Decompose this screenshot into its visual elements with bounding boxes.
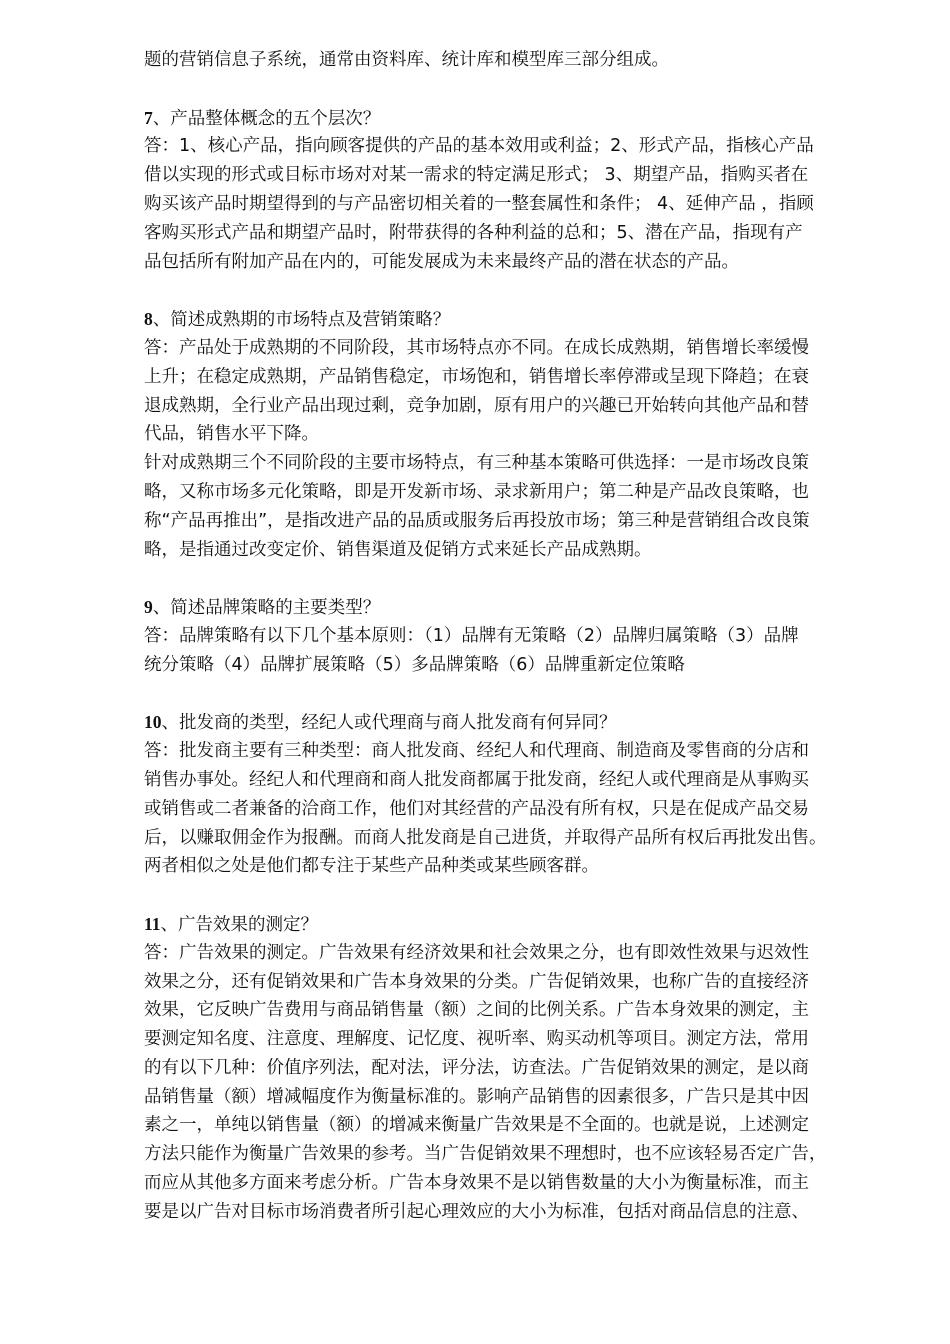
- question-title: 、批发商的类型，经纪人或代理商与商人批发商有何异同？: [161, 713, 617, 734]
- answer-line: 素之一，单纯以销售量（额）的增减来衡量广告效果是不全面的。也就是说，上述测定: [144, 1115, 809, 1136]
- question-number: 8: [144, 309, 153, 330]
- answer-line: 效果之分，还有促销效果和广告本身效果的分类。广告促销效果，也称广告的直接经济: [144, 971, 809, 992]
- paragraph-gap: [144, 564, 884, 593]
- paragraph-gap: [144, 276, 884, 305]
- paragraph-gap: [144, 680, 884, 709]
- answer-line: 答：产品处于成熟期的不同阶段，其市场特点亦不同。在成长成熟期，销售增长率缓慢: [144, 337, 809, 358]
- answer-line: 略，是指通过改变定价、销售渠道及促销方式来延长产品成熟期。: [144, 539, 652, 560]
- intro-paragraph: [144, 46, 884, 75]
- paragraph-gap: [144, 75, 884, 104]
- question-number: 9: [144, 597, 153, 618]
- question-heading: [144, 910, 884, 939]
- answer-line: 客购买形式产品和期望产品时，附带获得的各种利益的总和；5、潜在产品，指现有产: [144, 222, 803, 243]
- text-line: 题的营销信息子系统，通常由资料库、统计库和模型库三部分组成。: [144, 50, 669, 70]
- answer-line: 要测定知名度、注意度、理解度、记忆度、视听率、购买动机等项目。测定方法，常用: [144, 1029, 809, 1050]
- question-heading: [144, 104, 884, 133]
- paragraph-gap: [144, 881, 884, 910]
- question-section-8: [144, 305, 884, 564]
- answer-line: 上升；在稳定成熟期，产品销售稳定，市场饱和，销售增长率停滞或呈现下降趋；在衰: [144, 366, 809, 387]
- question-section-7: [144, 104, 884, 277]
- answer-line: 销售办事处。经纪人和代理商和商人批发商都属于批发商，经纪人或代理商是从事购买: [144, 769, 809, 790]
- answer-line: 品包括所有附加产品在内的，可能发展成为未来最终产品的潜在状态的产品。: [144, 251, 739, 272]
- question-title: 、简述成熟期的市场特点及营销策略？: [152, 310, 451, 331]
- answer-line: 而应从其他多方面来考虑分析。广告本身效果不是以销售数量的大小为衡量标准，而主: [144, 1173, 809, 1194]
- question-number: 11: [144, 913, 161, 934]
- question-title: 、产品整体概念的五个层次？: [152, 108, 381, 129]
- answer-line: 退成熟期，全行业产品出现过剩，竞争加剧，原有用户的兴趣已开始转向其他产品和替: [144, 395, 809, 416]
- question-heading: [144, 593, 884, 622]
- answer-line: 效果，它反映广告费用与商品销售量（额）之间的比例关系。广告本身效果的测定，主: [144, 1000, 809, 1021]
- answer-line: 答：广告效果的测定。广告效果有经济效果和社会效果之分，也有即效性效果与迟效性: [144, 942, 809, 963]
- answer-line: 答：批发商主要有三种类型：商人批发商、经纪人和代理商、制造商及零售商的分店和: [144, 741, 809, 762]
- answer-line: 要是以广告对目标市场消费者所引起心理效应的大小为标准，包括对商品信息的注意、: [144, 1201, 809, 1222]
- answer-line: 统分策略（4）品牌扩展策略（5）多品牌策略（6）品牌重新定位策略: [144, 654, 685, 675]
- answer-line: 答：品牌策略有以下几个基本原则：（1）品牌有无策略（2）品牌归属策略（3）品牌: [144, 625, 799, 646]
- document-page: [144, 46, 884, 1227]
- answer-line: 称“产品再推出”，是指改进产品的品质或服务后再投放市场；第三种是营销组合改良策: [144, 510, 810, 531]
- question-section-10: [144, 708, 884, 881]
- answer-line: 的有以下几种：价值序列法，配对法，评分法，访查法。广告促销效果的测定，是以商: [144, 1057, 809, 1078]
- question-number: 10: [144, 712, 162, 733]
- answer-line: 或销售或二者兼备的洽商工作，他们对其经营的产品没有所有权，只是在促成产品交易: [144, 798, 809, 819]
- answer-line: 略，又称市场多元化策略，即是开发新市场、录求新用户；第二种是产品改良策略，也: [144, 481, 809, 502]
- answer-line: 针对成熟期三个不同阶段的主要市场特点，有三种基本策略可供选择：一是市场改良策: [144, 453, 809, 474]
- question-number: 7: [144, 107, 153, 128]
- question-title: 、简述品牌策略的主要类型？: [152, 598, 381, 619]
- answer-line: 方法只能作为衡量广告效果的参考。当广告促销效果不理想时，也不应该轻易否定广告，: [144, 1144, 827, 1165]
- answer-line: 品销售量（额）增减幅度作为衡量标准的。影响产品销售的因素很多，广告只是其中因: [144, 1086, 809, 1107]
- question-section-9: [144, 593, 884, 679]
- answer-line: 借以实现的形式或目标市场对对某一需求的特定满足形式； 3、期望产品，指购买者在: [144, 165, 809, 186]
- answer-line: 答：1、核心产品，指向顾客提供的产品的基本效用或利益；2、形式产品，指核心产品: [144, 136, 814, 157]
- question-title: 、广告效果的测定？: [160, 914, 319, 935]
- answer-line: 购买该产品时期望得到的与产品密切相关着的一整套属性和条件； 4、延伸产品 ，指顾: [144, 193, 814, 214]
- answer-line: 后，以赚取佣金作为报酬。而商人批发商是自己进货，并取得产品所有权后再批发出售。: [144, 827, 827, 848]
- answer-line: 代品，销售水平下降。: [144, 424, 319, 445]
- question-heading: [144, 305, 884, 334]
- question-section-11: [144, 910, 884, 1227]
- answer-line: 两者相似之处是他们都专注于某些产品种类或某些顾客群。: [144, 856, 599, 877]
- question-heading: [144, 708, 884, 737]
